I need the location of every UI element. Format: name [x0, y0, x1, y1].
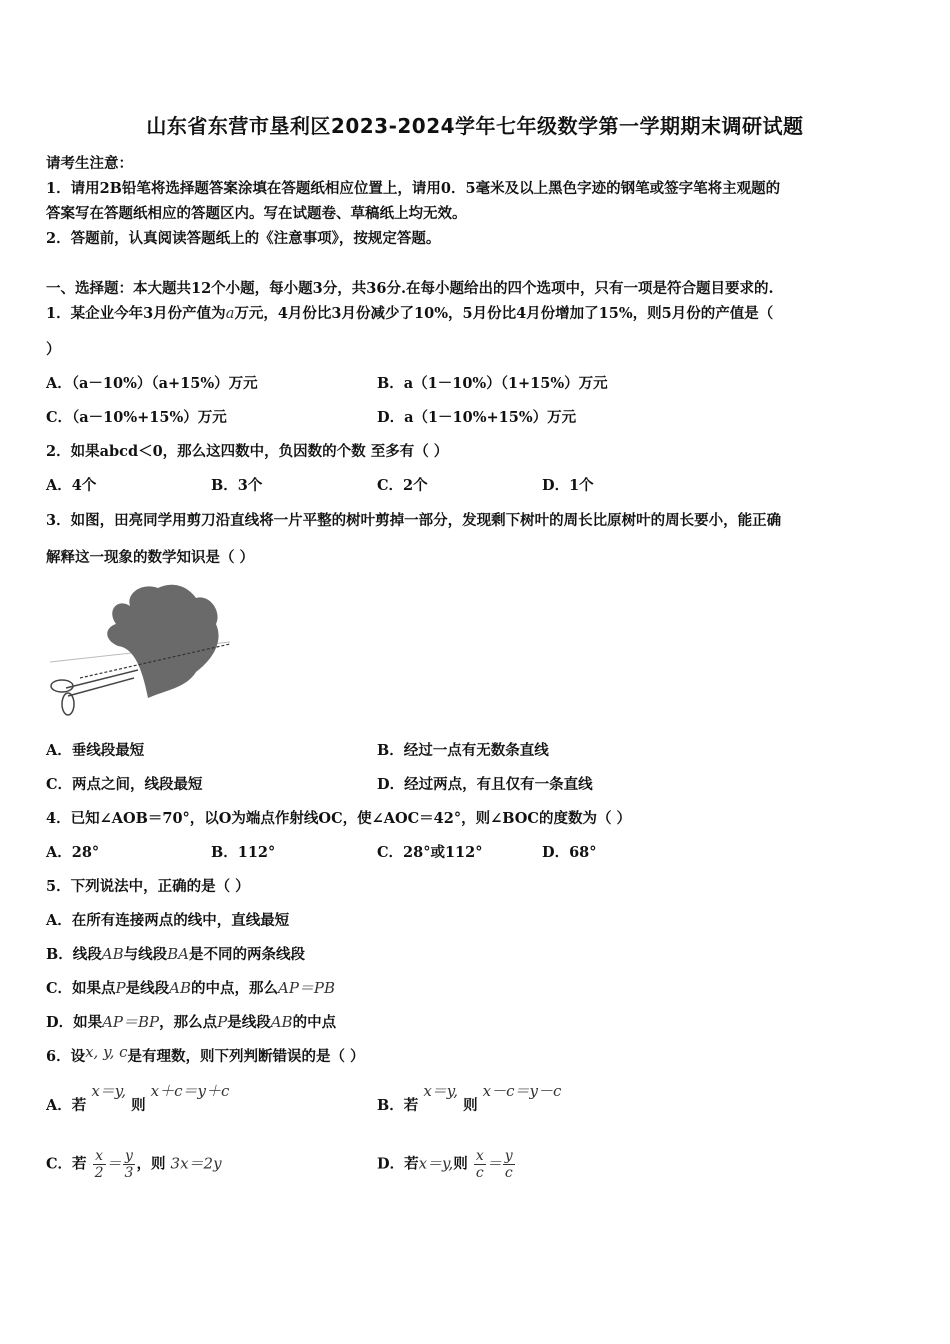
leaf-scissors-figure: [46, 580, 236, 720]
notice-item-1-cont: 答案写在答题纸相应的答题区内。写在试题卷、草稿纸上均无效。: [46, 205, 467, 222]
question-3-option-b[interactable]: B．经过一点有无数条直线: [377, 742, 549, 759]
question-1-option-c[interactable]: C．（a－10%+15%）万元: [46, 409, 227, 426]
question-1-option-b[interactable]: B．a（1－10%）（1+15%）万元: [377, 375, 608, 392]
question-6-option-d[interactable]: D．若x＝y,则 $\frac{x}{c}$ ＝ $\frac{y}{c}$: [377, 1148, 513, 1181]
question-3-option-a[interactable]: A．垂线段最短: [46, 742, 145, 759]
question-6-option-b[interactable]: B．若 x＝y, 则 x－c＝y－c: [377, 1082, 562, 1114]
question-2-stem: 2．如果abcd＜0，那么这四数中，负因数的个数 至多有（ ）: [46, 443, 449, 460]
section-heading: 一、选择题：本大题共12个小题，每小题3分，共36分.在每小题给出的四个选项中，只有一项是符合题目要求的.: [46, 280, 774, 297]
scissors-icon: [51, 670, 138, 715]
notice-heading: 请考生注意：: [46, 155, 133, 172]
fraction-x-over-c: $\frac{x}{c}$: [475, 1148, 484, 1181]
fraction-y-over-c: $\frac{y}{c}$: [504, 1148, 513, 1181]
question-1-stem: 1．某企业今年3月份产值为a万元，4月份比3月份减少了10%，5月份比4月份增加了15%，则5月份的产值是（: [46, 305, 774, 322]
question-4-stem: 4．已知∠AOB＝70°，以O为端点作射线OC，使∠AOC＝42°，则∠BOC的度数为（ ）: [46, 810, 631, 827]
notice-item-2: 2．答题前，认真阅读答题纸上的《注意事项》，按规定答题。: [46, 230, 441, 247]
question-6-stem: 6．设x, y, c是有理数，则下列判断错误的是（ ）: [46, 1043, 365, 1065]
notice-item-1: 1．请用2B铅笔将选择题答案涂填在答题纸相应位置上，请用0．5毫米及以上黑色字迹的钢笔或签字笔将主观题的: [46, 180, 781, 197]
question-6-option-a[interactable]: A．若 x＝y, 则 x＋c＝y＋c: [46, 1082, 230, 1114]
question-5-option-d[interactable]: D．如果AP＝BP，那么点P是线段AB的中点: [46, 1013, 337, 1031]
question-1-option-a[interactable]: A．（a－10%）（a+15%）万元: [46, 375, 258, 392]
question-2-option-b[interactable]: B．3个: [211, 477, 263, 494]
question-2-option-d[interactable]: D．1个: [542, 477, 594, 494]
question-2-option-a[interactable]: A．4个: [46, 477, 97, 494]
question-4-option-c[interactable]: C．28°或112°: [377, 844, 483, 861]
question-5-option-b[interactable]: B．线段AB与线段BA是不同的两条线段: [46, 945, 305, 963]
question-4-option-d[interactable]: D．68°: [542, 844, 597, 861]
page-title: 山东省东营市垦利区2023-2024学年七年级数学第一学期期末调研试题: [146, 114, 804, 138]
question-3-option-c[interactable]: C．两点之间，线段最短: [46, 776, 203, 793]
question-1-stem-close: ）: [46, 341, 61, 358]
question-2-option-c[interactable]: C．2个: [377, 477, 428, 494]
question-3-stem: 3．如图，田亮同学用剪刀沿直线将一片平整的树叶剪掉一部分，发现剩下树叶的周长比原树叶的周长要小，能正确: [46, 512, 782, 529]
question-4-option-a[interactable]: A．28°: [46, 844, 100, 861]
question-3-stem-cont: 解释这一现象的数学知识是（ ）: [46, 549, 255, 566]
question-3-option-d[interactable]: D．经过两点，有且仅有一条直线: [377, 776, 593, 793]
fraction-x-over-2: $\frac{x}{2}$: [94, 1148, 104, 1181]
fraction-y-over-3: $\frac{y}{3}$: [124, 1148, 134, 1181]
question-5-option-c[interactable]: C．如果点P是线段AB的中点，那么AP＝PB: [46, 979, 336, 997]
question-5-stem: 5．下列说法中，正确的是（ ）: [46, 878, 250, 895]
question-4-option-b[interactable]: B．112°: [211, 844, 276, 861]
question-5-option-a[interactable]: A．在所有连接两点的线中，直线最短: [46, 912, 290, 929]
question-1-option-d[interactable]: D．a（1－10%+15%）万元: [377, 409, 577, 426]
question-6-option-c[interactable]: C．若 $\frac{x}{2}$ ＝ $\frac{y}{3}$ ，则 3x＝2y: [46, 1148, 222, 1181]
